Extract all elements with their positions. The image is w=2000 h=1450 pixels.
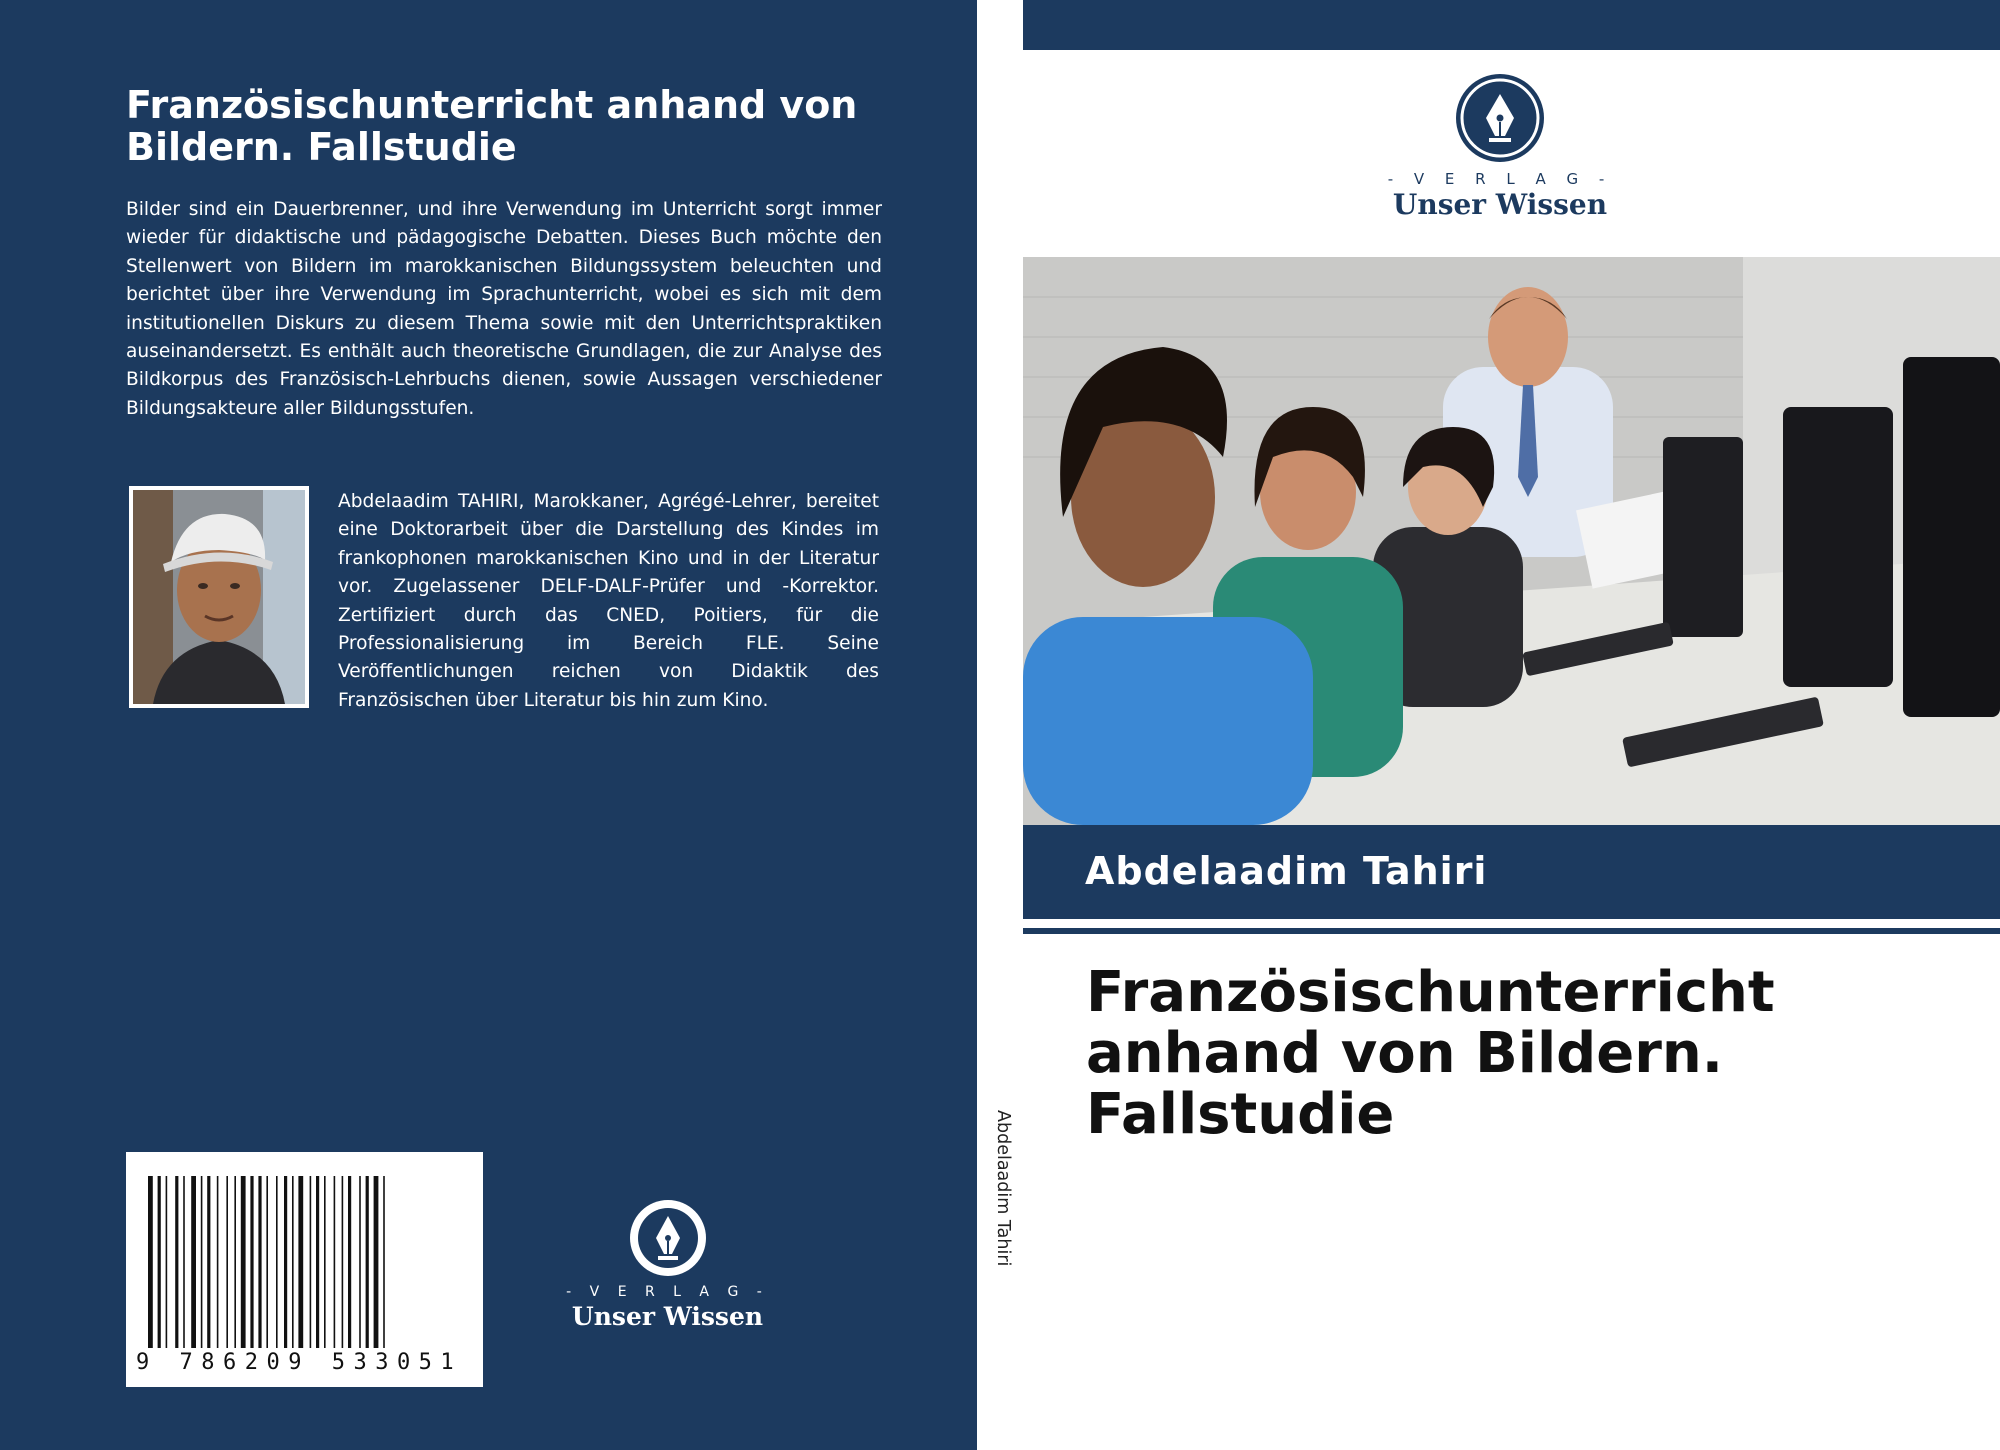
front-cover-title: Französischunterricht anhand von Bildern. Fallstudie [1086,960,1775,1147]
back-cover-title: Französischunterricht anhand von Bildern. Fallstudie [126,83,858,169]
barcode-number: 9 786209 533051 [136,1350,463,1375]
front-author-band [1023,825,2000,919]
spine-author: Abdelaadim Tahiri [993,1110,1013,1267]
cover-photo-classroom [1023,257,2000,825]
fountain-pen-nib-icon [1454,72,1546,164]
author-biography: Abdelaadim TAHIRI, Marokkaner, Agrégé-Lehrer, bereitet eine Doktorarbeit über die Darstellung des Kindes im frankophonen marokkanischen Kino und in der Literatur vor. Zugelassener DELF-DALF-Prüfer und -Korrektor. Zertifiziert durch das CNED, Poitiers, für die Professionalisierung im Bereich FLE. Seine Veröffentlichungen reichen von Didaktik des Französischen über Literatur bis hin zum Kino. [338,491,879,711]
back-publisher-logo [560,1198,775,1338]
isbn-barcode [126,1152,483,1387]
classroom-computer-lab-image [1023,257,2000,825]
fountain-pen-nib-icon [628,1198,708,1278]
author-portrait [129,486,309,708]
verlag-label: - V E R L A G - [1387,170,1613,188]
publisher-name: Unser Wissen [1392,188,1608,221]
front-publisher-logo [1380,72,1620,222]
publisher-name: Unser Wissen [571,1302,764,1331]
front-top-bar [1023,0,2000,50]
author-portrait-image [133,490,305,704]
divider-rule [1023,928,2000,934]
verlag-label: - V E R L A G - [566,1284,769,1300]
front-author-name: Abdelaadim Tahiri [1085,849,1488,893]
back-cover-blurb: Bilder sind ein Dauerbrenner, und ihre Verwendung im Unterricht sorgt immer wieder für didaktische und pädagogische Debatten. Dieses Buch möchte den Stellenwert von Bildern im marokkanischen Bildungssystem beleuchten und berichtet über ihre Verwendung im Sprachunterricht, wobei es sich mit dem institutionellen Diskurs zu diesem Thema sowie mit den Unterrichtspraktiken auseinandersetzt. Es enthält auch theoretische Grundlagen, die zur Analyse des Bildkorpus des Französisch-Lehrbuchs dienen, sowie Aussagen verschiedener Bildungsakteure aller Bildungsstufen. [126,199,882,419]
